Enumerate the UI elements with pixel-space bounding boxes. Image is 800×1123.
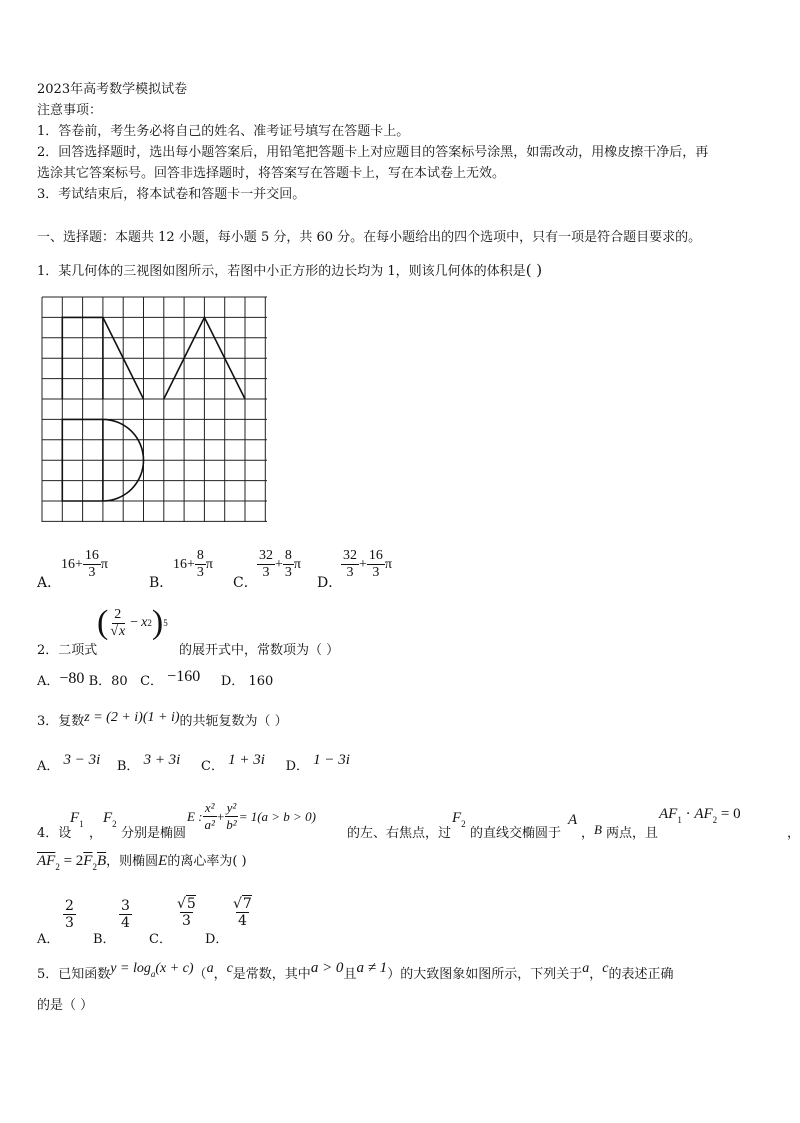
q5-fn-arg: (x + c) (155, 961, 194, 976)
q1-a-den: 3 (88, 565, 96, 580)
q4-f2b (452, 810, 466, 829)
q4-option-a-label: A． (37, 932, 60, 947)
q1-paren: ( ) (525, 261, 543, 279)
q1-d-aden: 3 (346, 565, 354, 580)
q4-b-den: 4 (121, 915, 130, 931)
q5-fn: y = log (110, 961, 151, 976)
q1-a-pi: π (100, 556, 108, 572)
q3-option-c-label: C． (201, 759, 224, 774)
q4-plus: + (216, 808, 225, 824)
q4-zero: = 0 (717, 806, 741, 822)
q3-option-b[interactable]: 3 + 3i (143, 752, 181, 768)
q3-options (37, 752, 350, 774)
q3-option-b-label: B． (116, 759, 140, 774)
q2-num: 2 (114, 606, 122, 622)
q5-cond1: a > 0 (310, 960, 344, 976)
q5-function (110, 961, 194, 979)
q1-option-d-label: D． (317, 575, 343, 591)
exam-title: 2023年高考数学模拟试卷 (37, 82, 188, 97)
q4-vec-eq: = 2 (59, 853, 84, 869)
q1-a-op: + (75, 556, 83, 572)
q4-option-b[interactable] (119, 898, 132, 931)
q1-option-b-label: B． (149, 575, 174, 591)
q4-xn: x² (204, 800, 215, 815)
q5-p1: 5．已知函数 (37, 967, 111, 982)
q2-option-a-label: A． (37, 674, 60, 689)
q3-option-a-label: A． (37, 759, 60, 774)
q2-option-b-label: B． (88, 674, 112, 689)
q2-option-c-label: C． (140, 674, 164, 689)
q1-b-den: 3 (196, 565, 204, 580)
q3-suffix: 的共轭复数为（ ） (179, 714, 288, 729)
q2-den: x (119, 623, 126, 639)
q4-option-c[interactable]: $\frac{√5}{3}$ (177, 896, 196, 929)
q4-option-a[interactable] (63, 898, 76, 931)
q4-a: A (568, 812, 578, 828)
q3-stem (37, 710, 288, 729)
q4-xd: a² (204, 817, 215, 832)
q1-text: 1．某几何体的三视图如图所示，若图中小正方形的边长均为 1，则该几何体的体积是 (37, 264, 526, 279)
q1-c-anum: 32 (259, 548, 273, 563)
q4-endcomma: ， (787, 826, 800, 841)
q2-minus: − (130, 615, 139, 630)
q4-a-den: 3 (65, 915, 74, 931)
q4-b-num: 3 (121, 898, 130, 914)
q2-suffix: 的展开式中，常数项为（ ） (179, 643, 340, 658)
q4-e: E (158, 853, 168, 869)
q4-af1-sub: 1 (677, 815, 682, 825)
q4-stem-line1: 4．设 $F_1$ ， $F_2$ 分别是椭圆 E : $\frac{\text{x²}}{\text{a²}}$ + $\frac{\text{y²}}{\text{b²}}$ = 1(a > b > 0) 的左、右焦点，过 $F_2$ 的直线交椭圆于 A ， B 两点，且 $AF_1 \cdot AF_2 = 0$ ， (37, 800, 800, 841)
notice-1: 1．答卷前，考生务必将自己的姓名、准考证号填写在答题卡上。 (37, 124, 410, 139)
q4-line2-text: ，则椭圆 (106, 854, 159, 869)
q2-option-b[interactable]: 80 (111, 674, 128, 689)
q4-af2-sub: 2 (712, 815, 718, 825)
q5-p5: 且 (343, 967, 357, 982)
q4-ellipse-e: E : (187, 808, 203, 824)
q4-b: B (594, 822, 602, 837)
q2-lparen: ( (97, 604, 109, 641)
q4-option-b-label: B． (93, 932, 116, 947)
q1-b-num: 8 (196, 548, 204, 563)
q5-p3: ， (213, 967, 227, 982)
q1-d-anum: 32 (343, 548, 357, 563)
q4-f2 (103, 810, 117, 829)
q1-three-view-figure (40, 295, 270, 525)
q3-option-a[interactable]: 3 − 3i (63, 752, 101, 768)
notice-3: 3．考试结束后，将本试卷和答题卡一并交回。 (37, 187, 306, 202)
q3-option-d-label: D． (285, 759, 310, 774)
q4-p3: 的左、右焦点，过 (347, 826, 452, 841)
q4-f2b-letter: F (452, 810, 462, 826)
q3-option-d[interactable]: 1 − 3i (313, 752, 350, 768)
q1-c-num: 8 (284, 548, 292, 563)
q5-p7: ， (589, 967, 603, 982)
section-heading: 一、选择题：本题共 12 小题，每小题 5 分，共 60 分。在每小题给出的四个选项中，只有一项是符合题目要求的。 (37, 230, 702, 245)
q5-stem-line2: 的是（ ） (37, 998, 94, 1013)
q2-stem: 2．二项式 ( $\frac{2}{√x}$ − x 2 ) 5 的展开式中，常数项为（ ） (37, 604, 340, 658)
q5-p2: （ (193, 967, 207, 982)
q5-c2: c (602, 961, 609, 976)
q4-vec-b: $\overline{B}$ (96, 853, 107, 869)
q4-c-den: 3 (181, 913, 191, 929)
q4-p4: 的直线交椭圆于 (470, 826, 562, 841)
q4-f1-letter: F (70, 810, 80, 826)
q3-prefix: 3．复数 (37, 714, 85, 729)
q1-c-op: + (275, 556, 283, 572)
q4-p1: 4．设 (37, 826, 72, 841)
notice-2-cont: 选涂其它答案标号。回答非选择题时，将答案写在答题卡上，写在本试卷上无效。 (37, 166, 506, 181)
q4-f2-letter: F (103, 810, 113, 826)
q5-a: a (206, 961, 214, 976)
q5-fn-base: a (150, 969, 156, 979)
q4-f2b-sub: 2 (461, 819, 466, 829)
q5-stem-line1 (37, 960, 673, 982)
q4-a-num: 2 (65, 898, 74, 914)
q1-option-a-label: A． (37, 575, 62, 591)
q4-line2-end: 的离心率为( ) (167, 854, 247, 869)
q1-b-op: + (187, 556, 195, 572)
q2-term-exp: 2 (147, 618, 152, 628)
q2-term: x (141, 615, 148, 630)
q1-grid (42, 297, 267, 522)
notice-title: 注意事项： (37, 103, 103, 118)
notice-2: 2．回答选择题时，选出每小题答案后，用铅笔把答题卡上对应题目的答案标号涂黑，如需改动，用橡皮擦干净后，再 (37, 145, 709, 160)
q4-stem-line2 (37, 850, 247, 872)
q1-b-int: 16 (173, 556, 187, 572)
q1-a-num: 16 (84, 548, 99, 563)
q4-af2: AF (694, 806, 713, 822)
q5-p4: 是常数，其中 (232, 967, 311, 982)
q4-f2-sub: 2 (112, 819, 117, 829)
q2-prefix: 2．二项式 (37, 643, 98, 658)
q4-option-d[interactable]: $\frac{√7}{4}$ (233, 896, 252, 929)
q4-options (37, 894, 337, 947)
q1-d-num: 16 (368, 548, 383, 563)
q5-cond2: a ≠ 1 (356, 960, 388, 976)
q4-ellipse-eq (187, 800, 316, 833)
q2-options (37, 668, 273, 689)
q1-option-c-label: C． (233, 575, 258, 591)
q1-c-aden: 3 (262, 565, 270, 580)
q4-yd: b² (226, 817, 237, 832)
q1-d-den: 3 (372, 565, 380, 580)
q2-power: 5 (163, 618, 168, 628)
q5-a2: a (582, 961, 590, 976)
q4-dot-expr (659, 806, 741, 825)
q4-f1 (70, 810, 84, 829)
q4-d-den: 4 (237, 913, 247, 929)
q1-a-int: 16 (61, 556, 75, 572)
q4-option-c-label: C． (149, 932, 172, 947)
q4-yn: y² (226, 800, 237, 815)
q4-vec-af-sub: 2 (55, 862, 60, 872)
q4-option-d-label: D． (205, 932, 229, 947)
q4-comma: ， (89, 826, 103, 841)
q3-option-c[interactable]: 1 + 3i (228, 752, 265, 768)
q4-vec-f-sub: 2 (92, 862, 97, 872)
q3-expr: z = (2 + i)(1 + i) (84, 710, 180, 725)
q2-option-a[interactable]: −80 (59, 670, 85, 687)
q4-p2: 分别是椭圆 (121, 826, 187, 841)
q5-p6: ）的大致图象如图所示，下列关于 (387, 967, 583, 982)
q4-c-num: 5 (186, 896, 196, 912)
q1-stem (37, 260, 542, 279)
q1-c-den: 3 (284, 565, 292, 580)
q1-d-pi: π (384, 556, 392, 572)
q4-f1-sub: 1 (79, 819, 84, 829)
q2-option-d[interactable]: 160 (248, 674, 274, 689)
q4-vec-af: $\overline{AF}$ (37, 853, 56, 869)
q1-c-pi: π (293, 556, 301, 572)
q2-rparen: ) (151, 604, 164, 641)
q1-b-pi: π (205, 556, 213, 572)
q4-dot: · (681, 806, 695, 822)
q2-option-d-label: D． (220, 674, 245, 689)
q4-af1: AF (659, 806, 678, 822)
q4-p5: 两点，且 (606, 826, 659, 841)
q2-option-c[interactable]: −160 (167, 668, 201, 685)
q4-rhs: = 1(a > b > 0) (238, 808, 316, 824)
q4-vector-eq (37, 853, 107, 872)
q1-d-op: + (359, 556, 367, 572)
q5-c: c (226, 961, 233, 976)
q4-vec-f: $\overline{F}$ (83, 853, 93, 869)
q4-d-num: 7 (242, 896, 252, 912)
q5-p8: 的表述正确 (608, 967, 674, 982)
